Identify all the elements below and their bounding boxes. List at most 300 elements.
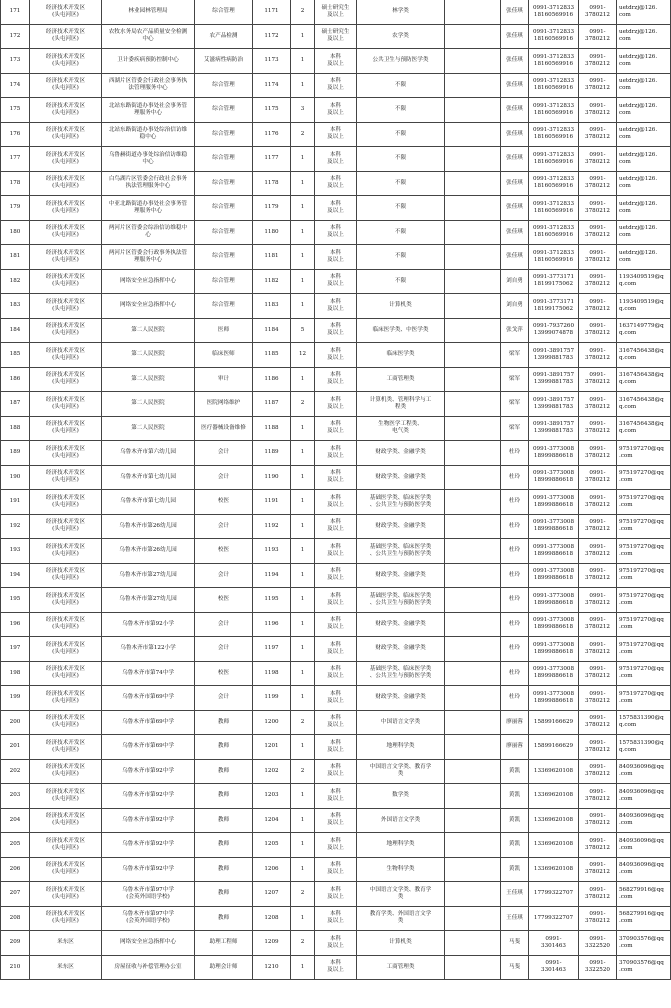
headcount-cell: 1	[291, 220, 315, 245]
major-cell: 临床医学类	[357, 343, 445, 368]
email-cell: 568279916@qq .com	[617, 906, 671, 931]
row-number-cell: 187	[1, 392, 30, 417]
position-cell: 助理会计师	[195, 955, 253, 980]
position-code-cell: 1197	[253, 637, 291, 662]
department-cell: 经济技术开发区 (头屯河区)	[30, 441, 102, 466]
email-cell: uetdrzj@126. com	[617, 0, 671, 24]
education-cell: 本科 及以上	[315, 269, 357, 294]
other-conditions-cell	[445, 710, 501, 735]
contact-person-cell: 张佳琪	[501, 220, 529, 245]
headcount-cell: 1	[291, 539, 315, 564]
email-cell: 975197270@qq .com	[617, 465, 671, 490]
major-cell: 外国语言文学类	[357, 808, 445, 833]
supervision-phone-cell: 0991- 3780212	[579, 318, 617, 343]
position-cell: 教师	[195, 759, 253, 784]
headcount-cell: 1	[291, 73, 315, 98]
table-row	[1, 563, 671, 588]
position-code-cell: 1202	[253, 759, 291, 784]
employer-cell: 两河片区管委会行政事务执法管 理服务中心	[102, 245, 195, 270]
education-cell: 本科 及以上	[315, 833, 357, 858]
major-cell: 不限	[357, 269, 445, 294]
supervision-phone-cell: 0991- 3780212	[579, 245, 617, 270]
employer-cell: 乌鲁木齐市第92中学	[102, 759, 195, 784]
table-row	[1, 539, 671, 564]
employer-cell: 北站东路街道办事处综治信访维 稳中心	[102, 122, 195, 147]
headcount-cell: 1	[291, 294, 315, 319]
email-cell: uetdrzj@126. com	[617, 122, 671, 147]
table-row	[1, 49, 671, 74]
contact-person-cell: 杜玲	[501, 441, 529, 466]
education-cell: 本科 及以上	[315, 196, 357, 221]
position-code-cell: 1201	[253, 735, 291, 760]
position-cell: 审计	[195, 367, 253, 392]
other-conditions-cell	[445, 833, 501, 858]
contact-person-cell: 马斐	[501, 931, 529, 956]
position-cell: 综合管理	[195, 245, 253, 270]
phone-cell: 0991-3891757 13999881783	[529, 343, 579, 368]
position-cell: 教师	[195, 857, 253, 882]
phone-cell: 0991- 3301463	[529, 955, 579, 980]
row-number-cell: 206	[1, 857, 30, 882]
employer-cell: 乌鲁木齐市第92中学	[102, 833, 195, 858]
other-conditions-cell	[445, 759, 501, 784]
position-code-cell: 1209	[253, 931, 291, 956]
position-cell: 临床医师	[195, 343, 253, 368]
table-row	[1, 171, 671, 196]
headcount-cell: 2	[291, 759, 315, 784]
employer-cell: 乌鲁木齐市第92中学	[102, 808, 195, 833]
phone-cell: 0991-3773008 18999886618	[529, 465, 579, 490]
department-cell: 经济技术开发区 (头屯河区)	[30, 24, 102, 49]
row-number-cell: 208	[1, 906, 30, 931]
employer-cell: 网络安全应急指挥中心	[102, 931, 195, 956]
employer-cell: 乌鲁木齐市第26幼儿园	[102, 539, 195, 564]
major-cell: 财政学类、金融学类	[357, 514, 445, 539]
employer-cell: 第二人民医院	[102, 416, 195, 441]
position-code-cell: 1186	[253, 367, 291, 392]
row-number-cell: 193	[1, 539, 30, 564]
email-cell: 1193409519@q q.com	[617, 294, 671, 319]
supervision-phone-cell: 0991- 3780212	[579, 563, 617, 588]
employer-cell: 房屋征收与补偿管理办公室	[102, 955, 195, 980]
email-cell: 370903576@qq .com	[617, 955, 671, 980]
headcount-cell: 2	[291, 931, 315, 956]
position-code-cell: 1188	[253, 416, 291, 441]
phone-cell: 17799322707	[529, 882, 579, 907]
major-cell: 计算机类	[357, 294, 445, 319]
major-cell: 地理科学类	[357, 833, 445, 858]
row-number-cell: 202	[1, 759, 30, 784]
table-row	[1, 612, 671, 637]
education-cell: 本科 及以上	[315, 367, 357, 392]
major-cell: 教育学类、外国语言文学 类	[357, 906, 445, 931]
department-cell: 经济技术开发区 (头屯河区)	[30, 686, 102, 711]
contact-person-cell: 张戈萍	[501, 318, 529, 343]
employer-cell: 乌鲁木齐市第97中学 (会英外国语学校)	[102, 906, 195, 931]
position-code-cell: 1177	[253, 147, 291, 172]
phone-cell: 0991-3712833 18160569916	[529, 122, 579, 147]
position-cell: 综合管理	[195, 98, 253, 123]
other-conditions-cell	[445, 49, 501, 74]
supervision-phone-cell: 0991- 3780212	[579, 367, 617, 392]
email-cell: 975197270@qq .com	[617, 514, 671, 539]
education-cell: 本科 及以上	[315, 245, 357, 270]
position-cell: 综合管理	[195, 220, 253, 245]
employer-cell: 第二人民医院	[102, 343, 195, 368]
contact-person-cell: 黄凯	[501, 759, 529, 784]
other-conditions-cell	[445, 906, 501, 931]
education-cell: 本科 及以上	[315, 441, 357, 466]
position-cell: 教师	[195, 882, 253, 907]
table-row	[1, 637, 671, 662]
row-number-cell: 175	[1, 98, 30, 123]
department-cell: 经济技术开发区 (头屯河区)	[30, 367, 102, 392]
supervision-phone-cell: 0991- 3780212	[579, 171, 617, 196]
headcount-cell: 1	[291, 416, 315, 441]
supervision-phone-cell: 0991- 3780212	[579, 24, 617, 49]
email-cell: 975197270@qq .com	[617, 661, 671, 686]
email-cell: 975197270@qq .com	[617, 588, 671, 613]
email-cell: 975197270@qq .com	[617, 686, 671, 711]
row-number-cell: 196	[1, 612, 30, 637]
row-number-cell: 195	[1, 588, 30, 613]
table-row	[1, 735, 671, 760]
email-cell: 975197270@qq .com	[617, 441, 671, 466]
row-number-cell: 194	[1, 563, 30, 588]
position-cell: 会计	[195, 637, 253, 662]
position-code-cell: 1181	[253, 245, 291, 270]
table-row	[1, 196, 671, 221]
headcount-cell: 3	[291, 98, 315, 123]
row-number-cell: 171	[1, 0, 30, 24]
row-number-cell: 191	[1, 490, 30, 515]
supervision-phone-cell: 0991- 3780212	[579, 759, 617, 784]
position-code-cell: 1205	[253, 833, 291, 858]
position-code-cell: 1194	[253, 563, 291, 588]
row-number-cell: 186	[1, 367, 30, 392]
other-conditions-cell	[445, 416, 501, 441]
phone-cell: 0991-3773008 18999886618	[529, 686, 579, 711]
position-code-cell: 1198	[253, 661, 291, 686]
position-cell: 校医	[195, 661, 253, 686]
position-cell: 会计	[195, 563, 253, 588]
headcount-cell: 1	[291, 24, 315, 49]
position-cell: 农产品检测	[195, 24, 253, 49]
department-cell: 经济技术开发区 (头屯河区)	[30, 49, 102, 74]
row-number-cell: 210	[1, 955, 30, 980]
headcount-cell: 1	[291, 833, 315, 858]
row-number-cell: 197	[1, 637, 30, 662]
position-cell: 会计	[195, 612, 253, 637]
table-row	[1, 931, 671, 956]
other-conditions-cell	[445, 857, 501, 882]
table-row	[1, 808, 671, 833]
table-row	[1, 0, 671, 24]
headcount-cell: 1	[291, 269, 315, 294]
employer-cell: 乌鲁木齐市第97中学 (会英外国语学校)	[102, 882, 195, 907]
phone-cell: 15899166629	[529, 710, 579, 735]
supervision-phone-cell: 0991- 3780212	[579, 833, 617, 858]
email-cell: 975197270@qq .com	[617, 539, 671, 564]
position-code-cell: 1179	[253, 196, 291, 221]
row-number-cell: 176	[1, 122, 30, 147]
table-row	[1, 906, 671, 931]
table-row	[1, 833, 671, 858]
supervision-phone-cell: 0991- 3780212	[579, 343, 617, 368]
headcount-cell: 12	[291, 343, 315, 368]
other-conditions-cell	[445, 196, 501, 221]
employer-cell: 农牧水务局农产品质量安全检测 中心	[102, 24, 195, 49]
employer-cell: 乌鲁赫街道办事处综治信访维稳 中心	[102, 147, 195, 172]
other-conditions-cell	[445, 98, 501, 123]
supervision-phone-cell: 0991- 3780212	[579, 196, 617, 221]
education-cell: 本科 及以上	[315, 318, 357, 343]
contact-person-cell: 梁军	[501, 416, 529, 441]
major-cell: 中国语言文学类、教育学 类	[357, 882, 445, 907]
contact-person-cell: 黄凯	[501, 808, 529, 833]
major-cell: 财政学类、金融学类	[357, 465, 445, 490]
supervision-phone-cell: 0991- 3780212	[579, 514, 617, 539]
department-cell: 经济技术开发区 (头屯河区)	[30, 294, 102, 319]
education-cell: 本科 及以上	[315, 808, 357, 833]
supervision-phone-cell: 0991- 3780212	[579, 392, 617, 417]
email-cell: 975197270@qq .com	[617, 490, 671, 515]
headcount-cell: 1	[291, 49, 315, 74]
table-row	[1, 367, 671, 392]
table-row	[1, 784, 671, 809]
phone-cell: 0991-3891757 13999881783	[529, 416, 579, 441]
row-number-cell: 198	[1, 661, 30, 686]
education-cell: 本科 及以上	[315, 759, 357, 784]
supervision-phone-cell: 0991- 3780212	[579, 710, 617, 735]
department-cell: 经济技术开发区 (头屯河区)	[30, 539, 102, 564]
headcount-cell: 1	[291, 857, 315, 882]
department-cell: 经济技术开发区 (头屯河区)	[30, 637, 102, 662]
contact-person-cell: 张佳琪	[501, 49, 529, 74]
position-cell: 综合管理	[195, 171, 253, 196]
contact-person-cell: 杜玲	[501, 612, 529, 637]
supervision-phone-cell: 0991- 3780212	[579, 49, 617, 74]
row-number-cell: 177	[1, 147, 30, 172]
major-cell: 不限	[357, 196, 445, 221]
headcount-cell: 1	[291, 906, 315, 931]
major-cell: 工商管理类	[357, 955, 445, 980]
table-row	[1, 98, 671, 123]
other-conditions-cell	[445, 637, 501, 662]
education-cell: 本科 及以上	[315, 882, 357, 907]
position-cell: 会计	[195, 514, 253, 539]
position-code-cell: 1178	[253, 171, 291, 196]
table-row	[1, 147, 671, 172]
phone-cell: 0991-3773008 18999886618	[529, 563, 579, 588]
supervision-phone-cell: 0991- 3780212	[579, 735, 617, 760]
department-cell: 经济技术开发区 (头屯河区)	[30, 563, 102, 588]
table-row	[1, 686, 671, 711]
row-number-cell: 174	[1, 73, 30, 98]
major-cell: 基础医学类、临床医学类 、公共卫生与预防医学类	[357, 661, 445, 686]
employer-cell: 两河片区管委会综治信访维稳中 心	[102, 220, 195, 245]
major-cell: 不限	[357, 245, 445, 270]
contact-person-cell: 廖丽蓉	[501, 710, 529, 735]
contact-person-cell: 张佳琪	[501, 147, 529, 172]
table-row	[1, 882, 671, 907]
major-cell: 农学类	[357, 24, 445, 49]
education-cell: 本科 及以上	[315, 906, 357, 931]
supervision-phone-cell: 0991- 3780212	[579, 686, 617, 711]
department-cell: 经济技术开发区 (头屯河区)	[30, 661, 102, 686]
major-cell: 不限	[357, 220, 445, 245]
supervision-phone-cell: 0991- 3780212	[579, 269, 617, 294]
other-conditions-cell	[445, 269, 501, 294]
major-cell: 临床医学类、中医学类	[357, 318, 445, 343]
major-cell: 财政学类、金融学类	[357, 441, 445, 466]
position-code-cell: 1191	[253, 490, 291, 515]
education-cell: 本科 及以上	[315, 122, 357, 147]
table-row	[1, 416, 671, 441]
position-code-cell: 1189	[253, 441, 291, 466]
table-row	[1, 220, 671, 245]
position-cell: 教师	[195, 833, 253, 858]
contact-person-cell: 杜玲	[501, 637, 529, 662]
position-cell: 综合管理	[195, 269, 253, 294]
contact-person-cell: 张佳琪	[501, 24, 529, 49]
phone-cell: 0991-3712833 18160569916	[529, 147, 579, 172]
employer-cell: 乌鲁木齐市第27幼儿园	[102, 563, 195, 588]
row-number-cell: 172	[1, 24, 30, 49]
major-cell: 数学类	[357, 784, 445, 809]
department-cell: 经济技术开发区 (头屯河区)	[30, 147, 102, 172]
position-cell: 综合管理	[195, 0, 253, 24]
department-cell: 经济技术开发区 (头屯河区)	[30, 784, 102, 809]
email-cell: 3167456438@q q.com	[617, 343, 671, 368]
other-conditions-cell	[445, 735, 501, 760]
phone-cell: 13369620108	[529, 833, 579, 858]
supervision-phone-cell: 0991- 3780212	[579, 661, 617, 686]
other-conditions-cell	[445, 465, 501, 490]
email-cell: uetdrzj@126. com	[617, 73, 671, 98]
other-conditions-cell	[445, 122, 501, 147]
row-number-cell: 203	[1, 784, 30, 809]
phone-cell: 0991-3773171 18199175062	[529, 269, 579, 294]
education-cell: 硕士研究生 及以上	[315, 0, 357, 24]
contact-person-cell: 黄凯	[501, 784, 529, 809]
major-cell: 财政学类、金融学类	[357, 637, 445, 662]
employer-cell: 北站东路街道办事处社会事务管 理服务中心	[102, 98, 195, 123]
contact-person-cell: 刘自勇	[501, 294, 529, 319]
headcount-cell: 1	[291, 171, 315, 196]
employer-cell: 乌鲁木齐市第69中学	[102, 686, 195, 711]
position-code-cell: 1208	[253, 906, 291, 931]
row-number-cell: 205	[1, 833, 30, 858]
position-cell: 综合管理	[195, 294, 253, 319]
supervision-phone-cell: 0991- 3780212	[579, 465, 617, 490]
contact-person-cell: 杜玲	[501, 514, 529, 539]
other-conditions-cell	[445, 539, 501, 564]
position-cell: 会计	[195, 465, 253, 490]
position-cell: 医院网络维护	[195, 392, 253, 417]
row-number-cell: 192	[1, 514, 30, 539]
position-cell: 教师	[195, 808, 253, 833]
row-number-cell: 188	[1, 416, 30, 441]
position-cell: 医疗器械设备维修	[195, 416, 253, 441]
department-cell: 经济技术开发区 (头屯河区)	[30, 0, 102, 24]
other-conditions-cell	[445, 24, 501, 49]
employer-cell: 乌鲁木齐市第92小学	[102, 612, 195, 637]
education-cell: 本科 及以上	[315, 392, 357, 417]
phone-cell: 0991-3712833 18160569916	[529, 171, 579, 196]
employer-cell: 西湖片区管委会行政社会事务执 法管理服务中心	[102, 73, 195, 98]
email-cell: uetdrzj@126. com	[617, 220, 671, 245]
contact-person-cell: 杜玲	[501, 686, 529, 711]
headcount-cell: 1	[291, 661, 315, 686]
other-conditions-cell	[445, 661, 501, 686]
education-cell: 本科 及以上	[315, 563, 357, 588]
major-cell: 财政学类、金融学类	[357, 563, 445, 588]
education-cell: 本科 及以上	[315, 490, 357, 515]
headcount-cell: 1	[291, 514, 315, 539]
supervision-phone-cell: 0991- 3780212	[579, 294, 617, 319]
row-number-cell: 199	[1, 686, 30, 711]
table-row	[1, 24, 671, 49]
phone-cell: 0991-3712833 18160569916	[529, 196, 579, 221]
other-conditions-cell	[445, 245, 501, 270]
supervision-phone-cell: 0991- 3322520	[579, 931, 617, 956]
contact-person-cell: 杜玲	[501, 490, 529, 515]
employer-cell: 网络安全应急指挥中心	[102, 269, 195, 294]
row-number-cell: 207	[1, 882, 30, 907]
education-cell: 本科 及以上	[315, 612, 357, 637]
education-cell: 本科 及以上	[315, 588, 357, 613]
row-number-cell: 179	[1, 196, 30, 221]
employer-cell: 乌鲁木齐市第92中学	[102, 857, 195, 882]
supervision-phone-cell: 0991- 3780212	[579, 122, 617, 147]
phone-cell: 0991-3773171 18199175062	[529, 294, 579, 319]
phone-cell: 0991-7937260 13999074878	[529, 318, 579, 343]
contact-person-cell: 张佳琪	[501, 98, 529, 123]
table-row	[1, 514, 671, 539]
supervision-phone-cell: 0991- 3780212	[579, 490, 617, 515]
phone-cell: 0991-3712833 18160569916	[529, 245, 579, 270]
education-cell: 本科 及以上	[315, 539, 357, 564]
phone-cell: 13369620108	[529, 857, 579, 882]
major-cell: 公共卫生与预防医学类	[357, 49, 445, 74]
position-code-cell: 1185	[253, 343, 291, 368]
row-number-cell: 185	[1, 343, 30, 368]
employer-cell: 乌鲁木齐市第69中学	[102, 735, 195, 760]
email-cell: 568279916@qq .com	[617, 882, 671, 907]
phone-cell: 13369620108	[529, 784, 579, 809]
row-number-cell: 178	[1, 171, 30, 196]
phone-cell: 0991-3712833 18160569916	[529, 220, 579, 245]
table-row	[1, 710, 671, 735]
headcount-cell: 1	[291, 563, 315, 588]
position-code-cell: 1207	[253, 882, 291, 907]
headcount-cell: 1	[291, 808, 315, 833]
row-number-cell: 201	[1, 735, 30, 760]
other-conditions-cell	[445, 563, 501, 588]
supervision-phone-cell: 0991- 3780212	[579, 637, 617, 662]
table-row	[1, 441, 671, 466]
position-code-cell: 1192	[253, 514, 291, 539]
table-row	[1, 661, 671, 686]
headcount-cell: 1	[291, 637, 315, 662]
supervision-phone-cell: 0991- 3780212	[579, 441, 617, 466]
email-cell: 975197270@qq .com	[617, 637, 671, 662]
department-cell: 经济技术开发区 (头屯河区)	[30, 465, 102, 490]
department-cell: 经济技术开发区 (头屯河区)	[30, 588, 102, 613]
contact-person-cell: 王佳琪	[501, 882, 529, 907]
phone-cell: 0991-3712833 18160569916	[529, 24, 579, 49]
